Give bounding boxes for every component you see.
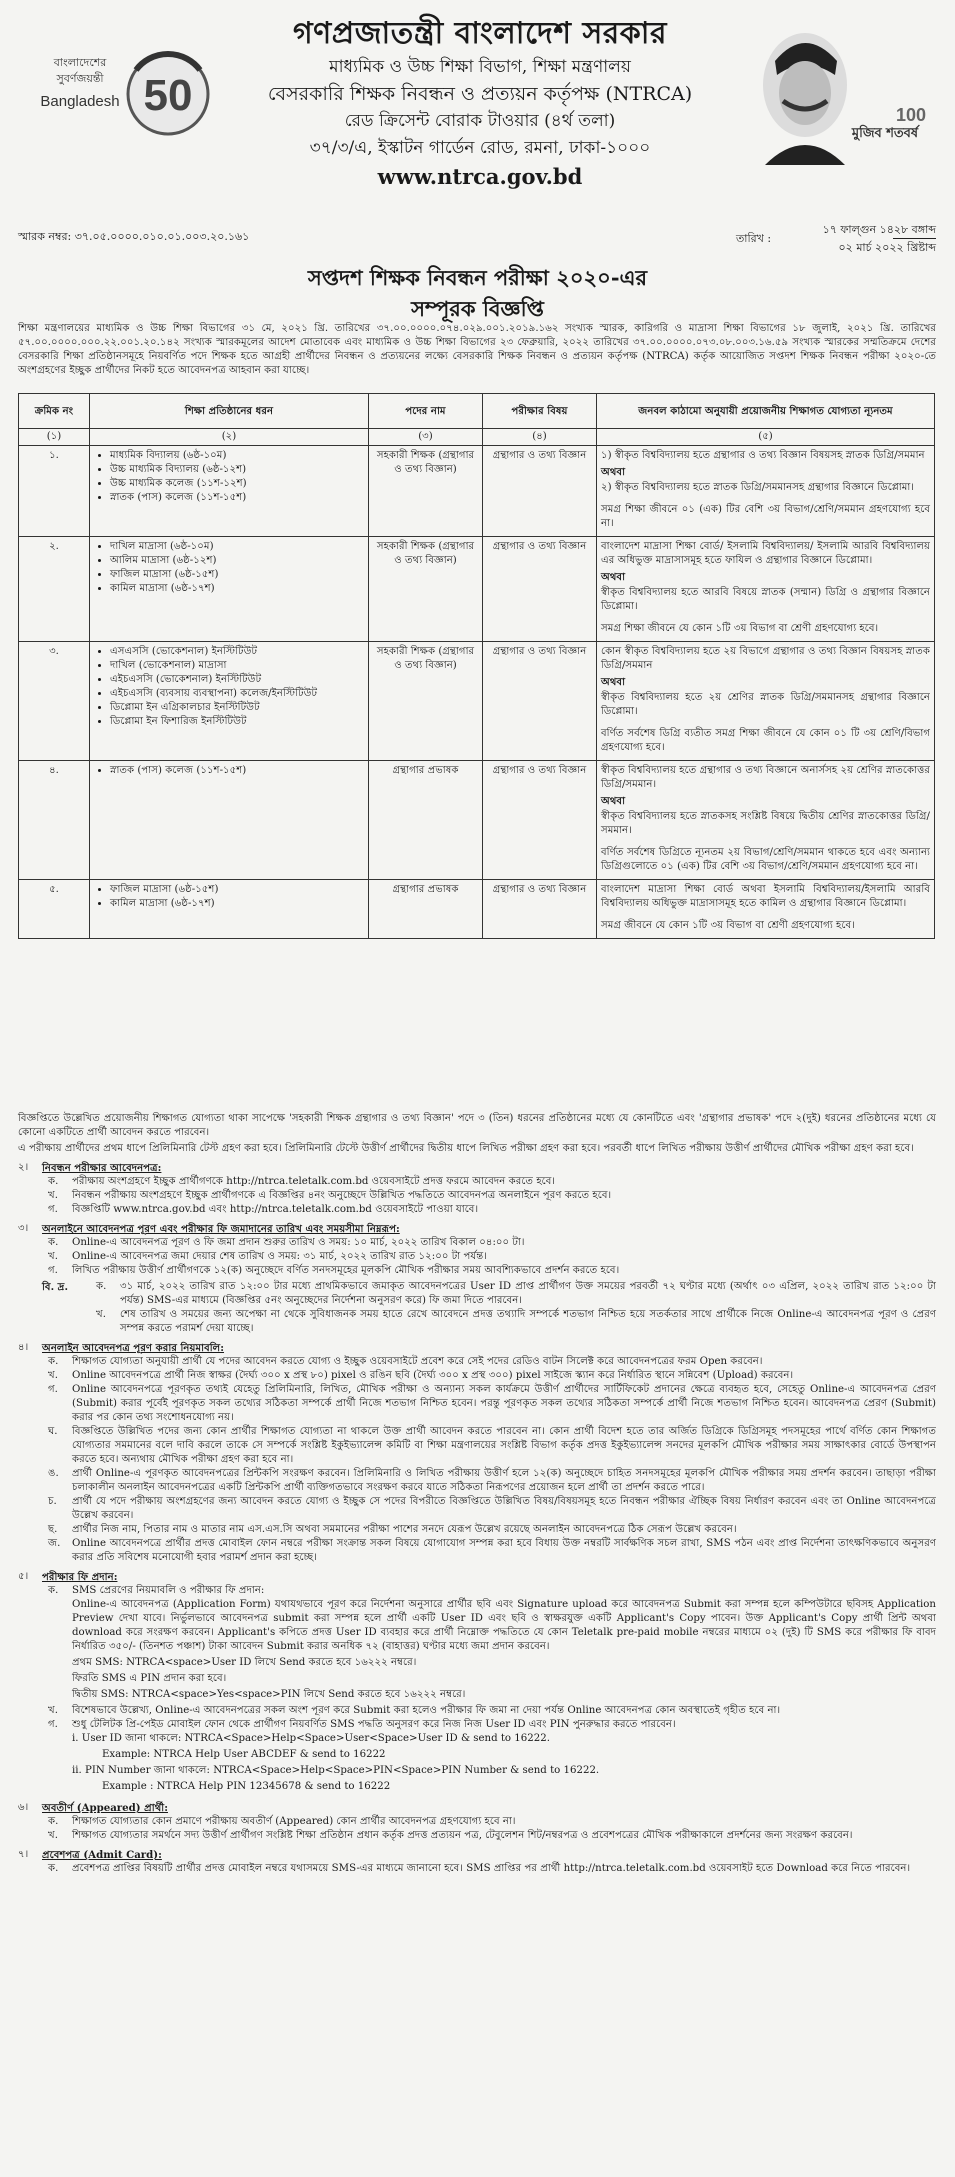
table-row bbox=[19, 761, 935, 880]
item-text: Online আবেদনপত্রে পূরণকৃত তথ্যই যেহেতু প্রিলিমিনারি, লিখিত, মৌখিক পরীক্ষা ও অন্যান্য সকল কার্যক্রমে উত্তীর্ণ প্রার্থীদের সার্টিফিকেট প্রদানের ক্ষেত্রে ব্যবহৃত হবে, সেহেতু Online-এ আবেদনপত্র প্রেরণ (Submit) করার পূর্বেই পূরণকৃত সকল তথ্যের সঠিকতা সম্পর্কে প্রার্থী নিজে শতভাগ নিশ্চিত হবেন। পরন্তু পূরণকৃত সকল তথ্যের সঠিকতা সম্পর্কে প্রার্থী নিজে শতভাগ নিশ্চিত হবেন। আবেদনপত্র প্রেরণ (Submit) করার পর কোন তথ্য সংশোধনযোগ্য নয়। bbox=[72, 1384, 936, 1423]
cell-post: সহকারী শিক্ষক (গ্রন্থাগার ও তথ্য বিজ্ঞান) bbox=[369, 642, 483, 761]
section-title: নিবন্ধন পরীক্ষার আবেদনপত্র: bbox=[42, 1162, 162, 1174]
cell-serial: ৪. bbox=[19, 761, 90, 880]
cell-serial: ৫. bbox=[19, 880, 90, 939]
qualification-main: কোন স্বীকৃত বিশ্ববিদ্যালয় হতে ২য় বিভাগে গ্রন্থাগার ও তথ্য বিজ্ঞান বিষয়সহ স্নাতক ডিগ্রি/সমমান bbox=[601, 646, 930, 671]
cell-post: সহকারী শিক্ষক (গ্রন্থাগার ও তথ্য বিজ্ঞান) bbox=[369, 446, 483, 537]
item-letter: খ. bbox=[48, 1251, 58, 1262]
logo-right-text: মুজিব শতবর্ষ bbox=[851, 126, 919, 141]
notice-body bbox=[18, 1112, 936, 1876]
institution-item: • উচ্চ মাধ্যমিক বিদ্যালয় (৬ষ্ঠ-১২শ) bbox=[110, 463, 364, 477]
item-letter: গ. bbox=[48, 1265, 58, 1276]
qualification-or: অথবা bbox=[601, 676, 626, 688]
cell-institutions bbox=[90, 537, 369, 642]
notice-title bbox=[0, 262, 955, 324]
cell-post: সহকারী শিক্ষক (গ্রন্থাগার ও তথ্য বিজ্ঞান) bbox=[369, 537, 483, 642]
list-item bbox=[42, 1862, 936, 1876]
item-text: Online-এ আবেদনপত্র জমা দেয়ার শেষ তারিখ ও সময়: ৩১ মার্চ, ২০২২ তারিখ রাত ১২:০০ টা পর্যন্ত। bbox=[72, 1251, 487, 1262]
institution-item: • আলিম মাদ্রাসা (৬ষ্ঠ-১২শ) bbox=[110, 554, 364, 568]
qualification-condition: সমগ্র শিক্ষা জীবনে ০১ (এক) টির বেশি ৩য় বিভাগ/শ্রেণি/সমমান গ্রহণযোগ্য হবে না। bbox=[601, 504, 930, 529]
item-letter: খ. bbox=[48, 1705, 58, 1716]
item-letter: ছ. bbox=[48, 1524, 58, 1535]
item-letter: ঙ. bbox=[48, 1468, 59, 1479]
item-text: বিশেষভাবে উল্লেখ্য, Online-এ আবেদনপত্রের সকল অংশ পূরণ করে Submit করা হলেও পরীক্ষার ফি জমা না দেয়া পর্যন্ত Online আবেদনপত্র কোন অবস্থাতেই গৃহীত হবে না। bbox=[72, 1705, 781, 1716]
section-number: ৬। bbox=[18, 1802, 29, 1813]
institution-item: • দাখিল মাদ্রাসা (৬ষ্ঠ-১০ম) bbox=[110, 540, 364, 554]
item-letter: খ. bbox=[48, 1370, 58, 1381]
cell-institutions bbox=[90, 761, 369, 880]
cell-qualification bbox=[597, 761, 935, 880]
cell-qualification bbox=[597, 880, 935, 939]
section-number: ২। bbox=[18, 1162, 29, 1173]
sms-instructions bbox=[42, 1598, 936, 1702]
first-sms: প্রথম SMS: NTRCA<space>User ID লিখে Send করতে হবে ১৬২২২ নম্বরে। bbox=[72, 1657, 417, 1668]
item-text: পরীক্ষায় অংশগ্রহণে ইচ্ছুক প্রার্থীগণকে http://ntrca.teletalk.com.bd ওয়েবসাইটে প্রদত্ত ফরমে আবেদন করতে হবে। bbox=[72, 1176, 556, 1187]
section-title: অনলাইনে আবেদনপত্র পূরণ এবং পরীক্ষার ফি জমাদানের তারিখ এবং সময়সীমা নিম্নরূপ: bbox=[42, 1223, 400, 1235]
note-label: বি. দ্র. bbox=[42, 1281, 68, 1293]
item-text: শিক্ষাগত যোগ্যতা অনুযায়ী প্রার্থী যে পদের আবেদন করতে যোগ্য ও ইচ্ছুক ওয়েবসাইটে প্রবেশ করে সেই পদের রেডিও বাটন সিলেক্ট করে আবেদনপত্রের ফরম Open করবেন। bbox=[72, 1356, 763, 1367]
qualification-main: ১) স্বীকৃত বিশ্ববিদ্যালয় হতে গ্রন্থাগার ও তথ্য বিজ্ঞান বিষয়সহ স্নাতক ডিগ্রি/সমমান bbox=[601, 450, 925, 461]
section-5 bbox=[18, 1570, 936, 1796]
notice-title-line-2: সম্পূরক বিজ্ঞপ্তি bbox=[411, 296, 544, 321]
list-item bbox=[42, 1236, 936, 1250]
cell-post: গ্রন্থাগার প্রভাষক bbox=[369, 761, 483, 880]
institution-list bbox=[94, 449, 364, 505]
qualification-main: স্বীকৃত বিশ্ববিদ্যালয় হতে গ্রন্থাগার ও তথ্য বিজ্ঞানে অনার্সসহ ২য় শ্রেণির স্নাতকোত্তর ডিগ্রি/সমমান। bbox=[601, 765, 930, 790]
institution-list bbox=[94, 883, 364, 911]
qualification-alternative: স্বীকৃত বিশ্ববিদ্যালয় হতে স্নাতকসহ সংশ্লিষ্ট বিষয়ে দ্বিতীয় শ্রেণির স্নাতকোত্তর ডিগ্রি/সমমান। bbox=[601, 811, 930, 836]
cell-serial: ৩. bbox=[19, 642, 90, 761]
institution-list bbox=[94, 540, 364, 596]
list-item bbox=[42, 1175, 936, 1189]
qualification-alternative: স্বীকৃত বিশ্ববিদ্যালয় হতে ২য় শ্রেণির স্নাতক ডিগ্রি/সমমানসহ গ্রন্থাগার বিজ্ঞানে ডিপ্লোমা। bbox=[601, 692, 930, 717]
cell-subject: গ্রন্থাগার ও তথ্য বিজ্ঞান bbox=[483, 761, 597, 880]
letterhead bbox=[0, 0, 955, 215]
qualification-condition: বর্ণিত সর্বশেষ ডিগ্রি ব্যতীত সমগ্র শিক্ষা জীবনে যে কোন ০১ টি ৩য় শ্রেণি/বিভাগ গ্রহণযোগ্য হবে। bbox=[601, 728, 930, 753]
item-letter: ক. bbox=[48, 1237, 59, 1248]
list-item bbox=[42, 1815, 936, 1829]
item-letter: ঘ. bbox=[48, 1426, 58, 1437]
pin-recovery: ii. PIN Number জানা থাকলে: NTRCA<Space>Help<Space>PIN<Space>PIN Number & send to 16222. bbox=[72, 1765, 600, 1776]
item-text: শেষ তারিখ ও সময়ের জন্য অপেক্ষা না থেকে সুবিধাজনক সময় হাতে রেখে আবেদনে প্রদত্ত তথ্যাদি সম্পর্কে শতভাগ নিশ্চিত হয়ে সতর্কতার সাথে প্রার্থীকে নিজে Online-এ আবেদনপত্র পূরণ ও প্রেরণ সম্পন্ন করতে পরামর্শ দেয়া যাচ্ছে। bbox=[120, 1309, 936, 1334]
section-7 bbox=[18, 1848, 936, 1876]
posts-table bbox=[18, 393, 935, 939]
date-values bbox=[823, 222, 936, 255]
logo-left-number: 50 bbox=[143, 71, 193, 120]
header-text-block bbox=[240, 14, 720, 192]
item-text: Online-এ আবেদনপত্র পূরণ ও ফি জমা প্রদান শুরুর তারিখ ও সময়: ১০ মার্চ, ২০২২ তারিখ বিকাল ০৪:০০ টা। bbox=[72, 1237, 525, 1248]
authority-name: বেসরকারি শিক্ষক নিবন্ধন ও প্রত্যয়ন কর্তৃপক্ষ (NTRCA) bbox=[267, 83, 693, 105]
institution-item: • স্নাতক (পাস) কলেজ (১১শ-১৫শ) bbox=[110, 491, 364, 505]
item-text: শুধু টেলিটক প্রি-পেইড মোবাইল ফোন থেকে প্রার্থীগণ নিয়বর্ণিত SMS পদ্ধতি অনুসরণ করে নিজ নিজ User ID এবং PIN পুনরুদ্ধার করতে পারবেন। bbox=[72, 1719, 676, 1730]
header-qualification: জনবল কাঠামো অনুযায়ী প্রয়োজনীয় শিক্ষাগত যোগ্যতা ন্যূনতম bbox=[597, 394, 935, 429]
item-letter: ক. bbox=[48, 1585, 59, 1596]
body-paragraph-2: এ পরীক্ষায় প্রার্থীদের প্রথম ধাপে প্রিলিমিনারি টেস্ট গ্রহণ করা হবে। প্রিলিমিনারি টেস্টে উত্তীর্ণ প্রার্থীদের দ্বিতীয় ধাপে লিখিত পরীক্ষা গ্রহণ করা হবে। পরবর্তী ধাপে লিখিত পরীক্ষায় উত্তীর্ণ প্রার্থীদের মৌখিক পরীক্ষা গ্রহণ করা হবে। bbox=[18, 1143, 914, 1154]
mujib-centenary-logo bbox=[735, 25, 935, 165]
item-text: প্রবেশপত্র প্রাপ্তির বিষয়টি প্রার্থীর প্রদত্ত মোবাইল নম্বরে যথাসময়ে SMS-এর মাধ্যমে জানানো হবে। SMS প্রাপ্তির পর প্রার্থী http://ntrca.teletalk.com.bd ওয়েবসাইট হতে Download করে নিতে পারবেন। bbox=[72, 1863, 911, 1874]
table-row bbox=[19, 446, 935, 537]
institution-list bbox=[94, 764, 364, 778]
pin-example: Example : NTRCA Help PIN 12345678 & send to 16222 bbox=[102, 1781, 391, 1792]
list-item bbox=[42, 1355, 936, 1369]
qualification-condition: সমগ্র জীবনে যে কোন ১টি ৩য় বিভাগ বা শ্রেণী গ্রহণযোগ্য হবে। bbox=[601, 920, 855, 931]
header-post-name: পদের নাম bbox=[369, 394, 483, 429]
date-label: তারিখ : bbox=[736, 232, 772, 245]
list-item bbox=[42, 1584, 936, 1598]
logo-left-text-3: Bangladesh bbox=[40, 93, 120, 110]
memo-number: স্মারক নম্বর: ৩৭.০৫.০০০০.০১০.০১.০০৩.২০.১৬১ bbox=[18, 230, 250, 243]
list-item bbox=[42, 1189, 936, 1203]
qualification-or: অথবা bbox=[601, 795, 626, 807]
table-body bbox=[19, 446, 935, 939]
cell-subject: গ্রন্থাগার ও তথ্য বিজ্ঞান bbox=[483, 880, 597, 939]
list-item bbox=[42, 1383, 936, 1425]
list-item bbox=[90, 1280, 936, 1308]
logo-left-text-2: সুবর্ণজয়ন্তী bbox=[56, 72, 104, 85]
item-letter: গ. bbox=[48, 1384, 58, 1395]
cell-institutions bbox=[90, 642, 369, 761]
item-letter: গ. bbox=[48, 1719, 58, 1730]
cell-institutions bbox=[90, 880, 369, 939]
institution-item: • এইচএসসি (ভোকেশনাল) ইনস্টিটিউট bbox=[110, 673, 364, 687]
list-item bbox=[42, 1537, 936, 1565]
cell-serial: ২. bbox=[19, 537, 90, 642]
notice-title-line-1: সপ্তদশ শিক্ষক নিবন্ধন পরীক্ষা ২০২০-এর bbox=[307, 265, 648, 290]
sms-reply: ফিরতি SMS এ PIN প্রদান করা হবে। bbox=[72, 1673, 227, 1684]
section-4 bbox=[18, 1341, 936, 1565]
item-letter: গ. bbox=[48, 1204, 58, 1215]
second-sms: দ্বিতীয় SMS: NTRCA<space>Yes<space>PIN লিখে Send করতে হবে ১৬২২২ নম্বরে। bbox=[72, 1689, 466, 1700]
column-number: (৫) bbox=[597, 429, 935, 446]
list-item bbox=[42, 1425, 936, 1467]
qualification-condition: সমগ্র শিক্ষা জীবনে যে কোন ১টি ৩য় বিভাগ বা শ্রেণী গ্রহণযোগ্য হবে। bbox=[601, 623, 879, 634]
section-number: ৪। bbox=[18, 1342, 29, 1353]
table-row bbox=[19, 642, 935, 761]
section-title: প্রবেশপত্র (Admit Card): bbox=[42, 1849, 162, 1861]
item-letter: ক. bbox=[48, 1863, 59, 1874]
table-row bbox=[19, 880, 935, 939]
item-text: Online আবেদনপত্রে প্রার্থীর প্রদত্ত মোবাইল ফোন নম্বরে পরীক্ষা সংক্রান্ত সকল বিষয়ে যোগাযোগ সম্পন্ন করা হবে বিধায় উক্ত নম্বরটি সার্বক্ষণিক সচল রাখা, SMS পঠন এবং প্রাপ্ত নির্দেশনা তাৎক্ষণিকভাবে অনুসরণ করার প্রতি সবিশেষ মনোযোগী হবার পরামর্শ প্রদান করা হচ্ছে। bbox=[72, 1538, 936, 1563]
date-divider bbox=[893, 238, 936, 239]
section-number: ৭। bbox=[18, 1849, 29, 1860]
item-letter: খ. bbox=[48, 1830, 58, 1841]
qualification-condition: বর্ণিত সর্বশেষ ডিগ্রিতে ন্যূনতম ২য় বিভাগ/শ্রেণি/সমমান থাকতে হবে এবং অন্যান্য ডিগ্রিগুলোতে ০১ (এক) টির বেশি ৩য় বিভাগ/শ্রেণি/সমমান গ্রহণযোগ্য হবে না। bbox=[601, 847, 930, 872]
institution-item: • কামিল মাদ্রাসা (৬ষ্ঠ-১৭শ) bbox=[110, 897, 364, 911]
qualification-alternative: ২) স্বীকৃত বিশ্ববিদ্যালয় হতে স্নাতক ডিগ্রি/সমমানসহ গ্রন্থাগার বিজ্ঞানে ডিপ্লোমা। bbox=[601, 482, 915, 493]
institution-item: • কামিল মাদ্রাসা (৬ষ্ঠ-১৭শ) bbox=[110, 582, 364, 596]
item-text: নিবন্ধন পরীক্ষায় অংশগ্রহণে ইচ্ছুক প্রার্থীগণকে এ বিজ্ঞপ্তির ৪নং অনুচ্ছেদে উল্লিখিত পদ্ধতিতে আবেদনপত্র অনলাইনে পূরণ করতে হবে। bbox=[72, 1190, 612, 1201]
user-id-example: Example: NTRCA Help User ABCDEF & send to 16222 bbox=[102, 1749, 386, 1760]
column-number: (১) bbox=[19, 429, 90, 446]
column-number: (৪) bbox=[483, 429, 597, 446]
item-text: লিখিত পরীক্ষায় উত্তীর্ণ প্রার্থীগণকে ১২(ক) অনুচ্ছেদে বর্ণিত সনদসমূহের মূলকপি মৌখিক পরীক্ষার সময় আবশ্যিকভাবে প্রদর্শন করতে হবে। bbox=[72, 1265, 620, 1276]
section-2 bbox=[18, 1161, 936, 1217]
column-number: (২) bbox=[90, 429, 369, 446]
table-row bbox=[19, 537, 935, 642]
cell-subject: গ্রন্থাগার ও তথ্য বিজ্ঞান bbox=[483, 446, 597, 537]
qualification-main: বাংলাদেশ মাদ্রাসা শিক্ষা বোর্ড অথবা ইসলামি বিশ্ববিদ্যালয়/ইসলামি আরবি বিশ্ববিদ্যালয় অধিভুক্ত মাদ্রাসাসমূহ হতে কামিল ও গ্রন্থাগার বিজ্ঞানে ডিপ্লোমা। bbox=[601, 884, 930, 909]
list-item bbox=[42, 1250, 936, 1264]
qualification-alternative: স্বীকৃত বিশ্ববিদ্যালয় হতে আরবি বিষয়ে স্নাতক (সম্মান) ডিগ্রি ও গ্রন্থাগার বিজ্ঞানে ডিপ্লোমা। bbox=[601, 587, 930, 612]
institution-item: • এসএসসি (ভোকেশনাল) ইনস্টিটিউট bbox=[110, 645, 364, 659]
date-english: ০২ মার্চ ২০২২ খ্রিষ্টাব্দ bbox=[838, 241, 936, 254]
ministry-name: মাধ্যমিক ও উচ্চ শিক্ষা বিভাগ, শিক্ষা মন্ত্রণালয় bbox=[329, 57, 631, 77]
column-number: (৩) bbox=[369, 429, 483, 446]
institution-item: • ফাজিল মাদ্রাসা (৬ষ্ঠ-১৫শ) bbox=[110, 883, 364, 897]
header-exam-subject: পরীক্ষার বিষয় bbox=[483, 394, 597, 429]
item-text: বিজ্ঞপ্তিতে উল্লিখিত পদের জন্য কোন প্রার্থীর শিক্ষাগত যোগ্যতা না থাকলে উক্ত প্রার্থী আবেদন করতে পারবেন না। কোন প্রার্থী বিদেশ হতে তার অর্জিত ডিগ্রিকে ডিগ্রিসমূহ পদসমূহের পার্থে বর্ণিত কোন শিক্ষাগত যোগ্যতার সমমানের বলে দাবি করলে তাকে সে সম্পর্কে সংশ্লিষ্ট ইকুইভ্যালেন্স কমিটি বা শিক্ষা মন্ত্রণালয়ের সংশ্লিষ্ট বিভাগ কর্তৃক প্রদত্ত ইকুইভ্যালেন্স সনদের মূলকপি মৌখিক পরীক্ষার সময় সাক্ষাৎকার বোর্ডে উপস্থাপন করতে হবে। অন্যথায় মৌখিক পরীক্ষা গ্রহণ করা হবে না। bbox=[72, 1426, 936, 1465]
institution-item: • এইচএসসি (ব্যবসায় ব্যবস্থাপনা) কলেজ/ইনস্টিটিউট bbox=[110, 687, 364, 701]
institution-item: • মাধ্যমিক বিদ্যালয় (৬ষ্ঠ-১০ম) bbox=[110, 449, 364, 463]
table-header-row bbox=[19, 394, 935, 429]
list-item bbox=[42, 1829, 936, 1843]
section-title: অনলাইন আবেদনপত্র পূরণ করার নিয়মাবলি: bbox=[42, 1342, 225, 1354]
item-text: শিক্ষাগত যোগ্যতার সমর্থনে সদ্য উত্তীর্ণ প্রার্থীগণ সংশ্লিষ্ট শিক্ষা প্রতিষ্ঠান প্রধান কর্তৃক প্রদত্ত প্রত্যয়ন পত্র, টেবুলেশন শিট/নম্বরপত্র ও প্রবেশপত্রের মৌখিক পরীক্ষাকালে প্রদর্শনের জন্য সংরক্ষণ করবেন। bbox=[72, 1830, 853, 1841]
office-address: ৩৭/৩/এ, ইস্কাটন গার্ডেন রোড, রমনা, ঢাকা-১০০০ bbox=[309, 138, 651, 158]
item-text: প্রার্থী যে পদে পরীক্ষায় অংশগ্রহণের জন্য আবেদন করতে যোগ্য ও ইচ্ছুক সে পদের বিপরীতে বিজ্ঞপ্তিতে উল্লিখিত বিষয়/বিষয়সমূহ হতে নিবন্ধন পরীক্ষার ঐচ্ছিক বিষয় নির্ধারণ করবেন এবং তা Online আবেদনপত্রে উল্লেখ করবেন। bbox=[72, 1496, 936, 1521]
section-number: ৩। bbox=[18, 1223, 29, 1234]
item-letter: ক. bbox=[48, 1356, 59, 1367]
item-text: প্রার্থীর নিজ নাম, পিতার নাম ও মাতার নাম এস.এস.সি অথবা সমমানের পরীক্ষা পাশের সনদে যেরূপ উল্লেখ রয়েছে অনলাইন আবেদনপত্রে ঠিক সেরূপ উল্লেখ করবেন। bbox=[72, 1524, 737, 1535]
date-bangla: ১৭ ফাল্গুন ১৪২৮ বঙ্গাব্দ bbox=[822, 223, 936, 236]
institution-item: • স্নাতক (পাস) কলেজ (১১শ-১৫শ) bbox=[110, 764, 364, 778]
section-6 bbox=[18, 1801, 936, 1843]
item-text: শিক্ষাগত যোগ্যতার কোন প্রমাণে পরীক্ষায় অবতীর্ণ (Appeared) কোন প্রার্থীর আবেদনপত্র গ্রহণযোগ্য হবে না। bbox=[72, 1816, 516, 1827]
cell-qualification bbox=[597, 642, 935, 761]
institution-item: • ফাজিল মাদ্রাসা (৬ষ্ঠ-১৫শ) bbox=[110, 568, 364, 582]
website-link[interactable]: www.ntrca.gov.bd bbox=[377, 164, 583, 189]
item-letter: খ. bbox=[48, 1190, 58, 1201]
item-letter: জ. bbox=[48, 1538, 61, 1549]
cell-subject: গ্রন্থাগার ও তথ্য বিজ্ঞান bbox=[483, 642, 597, 761]
list-item bbox=[42, 1704, 936, 1718]
government-title: গণপ্রজাতন্ত্রী বাংলাদেশ সরকার bbox=[293, 16, 667, 51]
item-letter: চ. bbox=[48, 1496, 57, 1507]
cell-serial: ১. bbox=[19, 446, 90, 537]
item-letter: খ. bbox=[96, 1309, 106, 1320]
golden-jubilee-logo bbox=[28, 40, 218, 150]
item-text: Online আবেদনপত্রে প্রার্থী নিজ স্বাক্ষর (দৈর্ঘ্য ৩০০ x প্রস্থ ৮০) pixel ও রঙিন ছবি (দৈর্ঘ্য ৩০০ x প্রস্থ ৩০০) pixel সাইজে স্ক্যান করে নির্ধারিত স্থানে সন্নিবেশ (Upload) করবেন। bbox=[72, 1370, 794, 1381]
table-number-row bbox=[19, 429, 935, 446]
memo-date bbox=[696, 222, 936, 255]
recovery-instructions bbox=[42, 1732, 936, 1794]
institution-list bbox=[94, 645, 364, 729]
building-name: রেড ক্রিসেন্ট বোরাক টাওয়ার (৪র্থ তলা) bbox=[344, 111, 616, 131]
list-item bbox=[42, 1264, 936, 1278]
section-title: অবতীর্ণ (Appeared) প্রার্থী: bbox=[42, 1802, 168, 1814]
header-institution-type: শিক্ষা প্রতিষ্ঠানের ধরন bbox=[90, 394, 369, 429]
cell-institutions bbox=[90, 446, 369, 537]
list-item bbox=[42, 1495, 936, 1523]
item-text: প্রার্থী Online-এ পূরণকৃত আবেদনপত্রের প্রিন্টকপি সংরক্ষণ করবেন। প্রিলিমিনারি ও লিখিত পরীক্ষায় উত্তীর্ণ হলে ১২(ক) অনুচ্ছেদে চাহিত সনদসমূহের মূলকপি মৌখিক পরীক্ষার সময় প্রদর্শন করবেন। তাছাড়া পরীক্ষা চলাকালীন অনলাইন আবেদনপত্রের একটি প্রিন্টকপি প্রার্থী ব্যক্তিগতভাবে সংরক্ষণ করবে যাতে সঠিকতা নিরূপণের প্রয়োজন হলে প্রার্থী তা প্রদর্শন করতে পারে। bbox=[72, 1468, 936, 1493]
cell-qualification bbox=[597, 537, 935, 642]
section-3 bbox=[18, 1222, 936, 1336]
list-item bbox=[90, 1308, 936, 1336]
intro-paragraph: শিক্ষা মন্ত্রণালয়ের মাধ্যমিক ও উচ্চ শিক্ষা বিভাগের ৩১ মে, ২০২১ খ্রি. তারিখের ৩৭.০০.০০০০.০৭৪.০২৯.০০১.২০১৯.১৬২ সংখ্যক স্মারক, কারিগরি ও মাদ্রাসা শিক্ষা বিভাগের ১৮ জুলাই, ২০২১ খ্রি. তারিখের ৫৭.০০.০০০০.০০০.২২.০০১.২০.১৪২ সংখ্যক স্মারকমূলের আদেশ মোতাবেক এবং মাধ্যমিক ও উচ্চ শিক্ষা বিভাগের ২৩ ফেব্রুয়ারি, ২০২২ তারিখের ৩৭.০০.০০০০.০৭৩.০৮.০০৩.১৬.৫৯ সংখ্যক স্মারকের সম্মতিক্রমে দেশের বেসরকারি শিক্ষা প্রতিষ্ঠানসমূহে নিয়বর্ণিত পদে শিক্ষক হতে আগ্রহী প্রার্থীদের নিবন্ধন ও প্রত্যয়নের লক্ষ্যে বেসরকারি শিক্ষক নিবন্ধন ও প্রত্যয়ন কর্তৃপক্ষ (NTRCA) কর্তৃক আয়োজিত সপ্তদশ শিক্ষক নিবন্ধন পরীক্ষা ২০২০-তে অংশগ্রহণের ইচ্ছুক প্রার্থীদের নিকট হতে আবেদনপত্র আহবান করা যাচ্ছে। bbox=[18, 323, 936, 376]
cell-post: গ্রন্থাগার প্রভাষক bbox=[369, 880, 483, 939]
item-letter: ক. bbox=[96, 1281, 107, 1292]
header-serial: ক্রমিক নং bbox=[19, 394, 90, 429]
institution-item: • দাখিল (ভোকেশনাল) মাদ্রাসা bbox=[110, 659, 364, 673]
list-item bbox=[42, 1718, 936, 1732]
institution-item: • ডিপ্লোমা ইন ফিশারিজ ইনস্টিটিউট bbox=[110, 715, 364, 729]
cell-subject: গ্রন্থাগার ও তথ্য বিজ্ঞান bbox=[483, 537, 597, 642]
item-text: ৩১ মার্চ, ২০২২ তারিখ রাত ১২:০০ টার মধ্যে প্রাথমিকভাবে জমাকৃত আবেদনপত্রের User ID প্রাপ্ত প্রার্থীগণ উক্ত সময়ের পরবর্তী ৭২ ঘণ্টার মধ্যে (অর্থাৎ ০৩ এপ্রিল, ২০২২ তারিখ রাত ১২:০০ টা পর্যন্ত) SMS-এর মাধ্যমে (বিজ্ঞপ্তির ৫নং অনুচ্ছেদের নির্দেশনা অনুসরণ করে) ফি জমা দিতে পারবেন। bbox=[120, 1281, 936, 1306]
institution-item: • উচ্চ মাধ্যমিক কলেজ (১১শ-১২শ) bbox=[110, 477, 364, 491]
note-block bbox=[42, 1280, 936, 1336]
institution-item: • ডিপ্লোমা ইন এগ্রিকালচার ইনস্টিটিউট bbox=[110, 701, 364, 715]
qualification-main: বাংলাদেশ মাদ্রাসা শিক্ষা বোর্ড/ ইসলামি বিশ্ববিদ্যালয়/ ইসলামি আরবি বিশ্ববিদ্যালয় এর অধিভুক্ত মাদ্রাসাসমূহ হতে ফাযিল ও গ্রন্থাগার বিজ্ঞানে ডিপ্লোমা। bbox=[601, 541, 930, 566]
user-id-recovery: i. User ID জানা থাকলে: NTRCA<Space>Help<Space>User<Space>User ID & send to 16222. bbox=[72, 1733, 550, 1744]
logo-right-number: 100 bbox=[895, 105, 927, 125]
qualification-or: অথবা bbox=[601, 571, 626, 583]
list-item bbox=[42, 1467, 936, 1495]
logo-left-text-1: বাংলাদেশের bbox=[53, 56, 107, 69]
section-number: ৫। bbox=[18, 1571, 29, 1582]
cell-qualification bbox=[597, 446, 935, 537]
sms-instructions-text: Online-এ আবেদনপত্র (Application Form) যথাযথভাবে পূরণ করে নির্দেশনা অনুসারে প্রার্থীর ছবি এবং Signature upload করে আবেদনপত্র Submit করা সম্পন্ন হলে কম্পিউটারে ছবিসহ Application Preview দেখা যাবে। নির্ভুলভাবে আবেদনপত্র submit করা সম্পন্ন হলে প্রার্থী একটি User ID এবং ছবি ও স্বাক্ষরযুক্ত একটি Applicant's Copy পাবেন। উক্ত Applicant's Copy প্রার্থী প্রিন্ট অথবা download করে সংরক্ষণ করবেন। Applicant's কপিতে প্রদত্ত User ID ব্যবহার করে প্রার্থী নিম্নোক্ত পদ্ধতিতে যে কোন Teletalk pre-paid mobile নম্বরের মাধ্যমে ০২ (দুই) টি SMS করে পরীক্ষার ফি বাবদ নির্ধারিত ৩৫০/- (তিনশত পঞ্চাশ) টাকা আবেদন Submit করার অনধিক ৭২ (বাহাত্তর) ঘণ্টার মধ্যে জমা প্রদান করবেন। bbox=[72, 1599, 936, 1652]
section-title: পরীক্ষার ফি প্রদান: bbox=[42, 1571, 118, 1583]
item-text: বিজ্ঞপ্তিটি www.ntrca.gov.bd এবং http://ntrca.teletalk.com.bd ওয়েবসাইটে পাওয়া যাবে। bbox=[72, 1204, 479, 1215]
item-letter: ক. bbox=[48, 1176, 59, 1187]
list-item bbox=[42, 1369, 936, 1383]
list-item bbox=[42, 1203, 936, 1217]
qualification-or: অথবা bbox=[601, 466, 626, 478]
body-paragraph-1: বিজ্ঞপ্তিতে উল্লেখিত প্রয়োজনীয় শিক্ষাগত যোগ্যতা থাকা সাপেক্ষে 'সহকারী শিক্ষক গ্রন্থাগার ও তথ্য বিজ্ঞান' পদে ৩ (তিন) ধরনের প্রতিষ্ঠানের মধ্যে যে কোনটিতে এবং 'গ্রন্থাগার প্রভাষক' পদে ২(দুই) ধরনের প্রতিষ্ঠানের মধ্যে যে কোনো একটিতে প্রার্থী আবেদন করতে পারবেন। bbox=[18, 1113, 936, 1138]
item-letter: ক. bbox=[48, 1816, 59, 1827]
item-text: SMS প্রেরণের নিয়মাবলি ও পরীক্ষার ফি প্রদান: bbox=[72, 1585, 265, 1596]
list-item bbox=[42, 1523, 936, 1537]
